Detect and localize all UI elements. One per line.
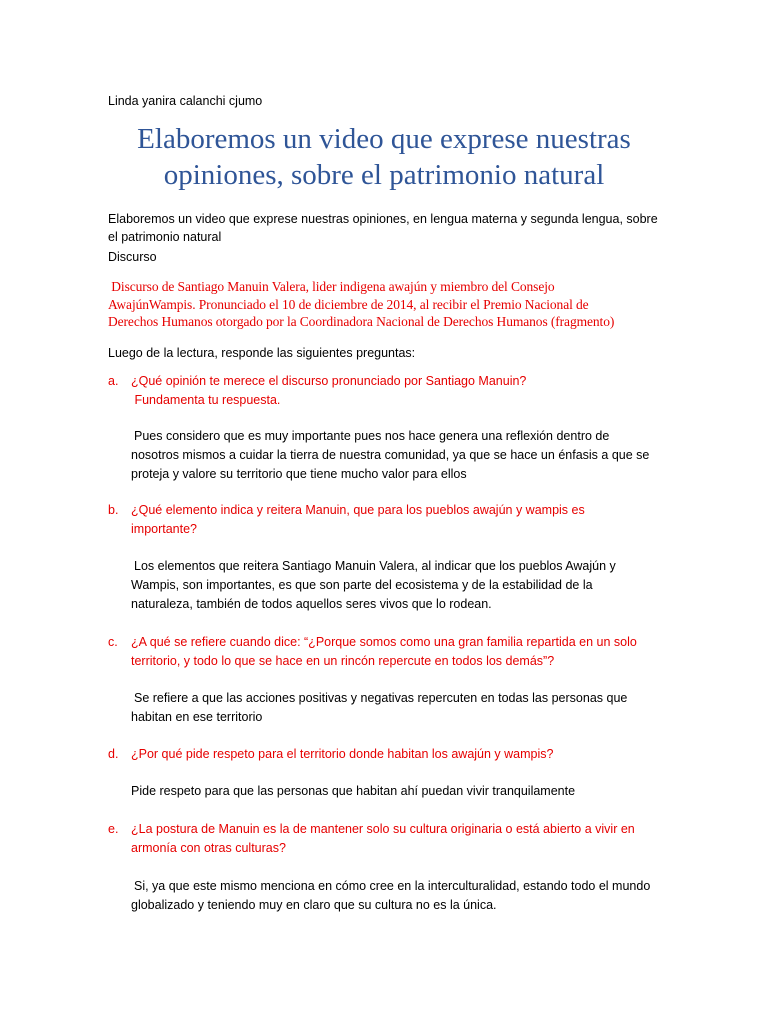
answer-e	[131, 877, 668, 915]
question-line: Fundamenta tu respuesta.	[131, 393, 281, 407]
answer-line: Wampis, son importantes, es que son parte del ecosistema y de la estabilidad de la	[131, 578, 593, 592]
answer-line: Los elementos que reitera Santiago Manuin Valera, al indicar que los pueblos Awajún y	[134, 559, 616, 573]
page-title	[100, 121, 668, 193]
question-e	[108, 820, 668, 858]
intro-line: Elaboremos un video que exprese nuestras opiniones, en lengua materna y segunda lengua, sobre	[108, 212, 658, 226]
answer-a	[131, 427, 668, 484]
answer-c	[131, 689, 668, 727]
question-line: ¿Por qué pide respeto para el territorio donde habitan los awajún y wampis?	[131, 747, 554, 761]
answer-line: Pide respeto para que las personas que habitan ahí puedan vivir tranquilamente	[131, 784, 576, 798]
question-b	[108, 501, 668, 539]
question-line: importante?	[131, 522, 198, 536]
answer-line: globalizado y teniendo muy en claro que su cultura no es la única.	[131, 898, 497, 912]
answer-line: naturaleza, también de todos aquellos seres vivos que lo rodean.	[131, 597, 492, 611]
question-marker: b.	[108, 503, 119, 517]
instruction-text: Luego de la lectura, responde las siguientes preguntas:	[108, 346, 416, 360]
answer-b	[131, 557, 668, 614]
answer-line: Se refiere a que las acciones positivas y negativas repercuten en todas las personas que	[134, 691, 628, 705]
speech-line: Derechos Humanos otorgado por la Coordinadora Nacional de Derechos Humanos (fragmento)	[108, 314, 615, 329]
question-marker: e.	[108, 822, 119, 836]
question-marker: a.	[108, 374, 119, 388]
answer-line: habitan en ese territorio	[131, 710, 263, 724]
title-line: Elaboremos un video que exprese nuestras	[137, 123, 631, 155]
question-c	[108, 633, 668, 671]
title-line: opiniones, sobre el patrimonio natural	[163, 159, 605, 191]
question-line: ¿A qué se refiere cuando dice: “¿Porque somos como una gran familia repartida en un solo	[131, 635, 637, 649]
intro-line: el patrimonio natural	[108, 230, 222, 244]
question-line: ¿Qué opinión te merece el discurso pronunciado por Santiago Manuin?	[131, 374, 527, 388]
speech-line: AwajúnWampis. Pronunciado el 10 de diciembre de 2014, al recibir el Premio Nacional de	[108, 296, 589, 312]
answer-line: Pues considero que es muy importante pues nos hace genera una reflexión dentro de	[134, 429, 610, 443]
question-line: territorio, y todo lo que se hace en un rincón repercute en todos los demás”?	[131, 654, 555, 668]
question-line: ¿Qué elemento indica y reitera Manuin, que para los pueblos awajún y wampis es	[131, 503, 585, 517]
question-line: ¿La postura de Manuin es la de mantener solo su cultura originaria o está abierto a vivir en	[131, 822, 635, 836]
speech-line: Discurso de Santiago Manuin Valera, lider indigena awajún y miembro del Consejo	[108, 279, 555, 294]
answer-d	[131, 782, 668, 801]
answer-line: Si, ya que este mismo menciona en cómo cree en la interculturalidad, estando todo el mundo	[134, 879, 651, 893]
discurso-label: Discurso	[108, 250, 157, 264]
question-line: armonía con otras culturas?	[131, 841, 286, 855]
question-d	[108, 745, 668, 764]
question-a	[108, 372, 668, 410]
author-name: Linda yanira calanchi cjumo	[108, 94, 263, 108]
question-marker: c.	[108, 635, 118, 649]
speech-reference	[108, 278, 668, 331]
answer-line: proteja y valore su territorio que tiene mucho valor para ellos	[131, 467, 467, 481]
intro-paragraph	[108, 210, 668, 246]
answer-line: nosotros mismos a cuidar la tierra de nuestra comunidad, ya que se hace un énfasis a que se	[131, 448, 650, 462]
question-marker: d.	[108, 747, 119, 761]
